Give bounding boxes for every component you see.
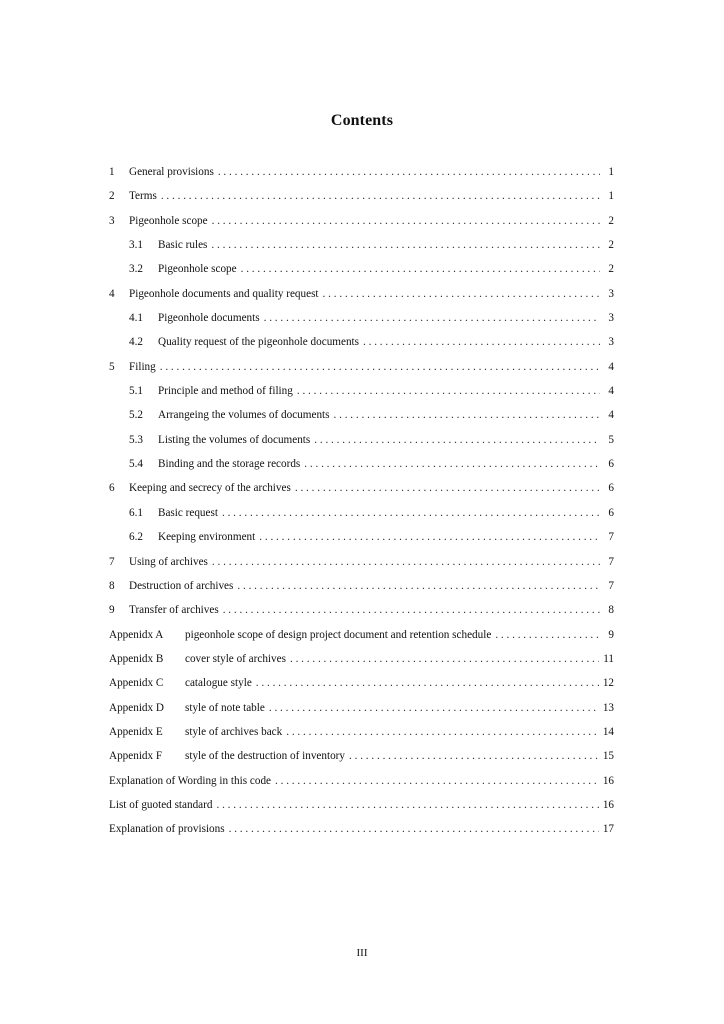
toc-subentry[interactable] (109, 501, 614, 525)
page-title: Contents (330, 112, 394, 129)
toc-leader-dots (216, 793, 598, 817)
toc-entry-number: 8 (109, 579, 115, 592)
toc-entry-page: 6 (608, 458, 614, 471)
toc-leader-dots (269, 696, 599, 720)
toc-entry-page: 4 (608, 385, 614, 398)
toc-entry-label: Listing the volumes of documents (158, 433, 311, 446)
toc-leader-dots (334, 403, 601, 427)
toc-entry-label: Pigeonhole scope (129, 214, 208, 227)
toc-subentry[interactable] (109, 428, 614, 452)
toc-leader-dots (211, 233, 600, 257)
toc-leader-dots (218, 160, 600, 184)
page-number-footer: III (356, 947, 368, 959)
toc-leader-dots (314, 428, 600, 452)
toc-entry[interactable] (109, 160, 614, 184)
toc-entry-page: 3 (608, 336, 614, 349)
toc-entry-number: 3.2 (129, 263, 143, 276)
toc-entry[interactable] (109, 476, 614, 500)
toc-leader-dots (241, 257, 600, 281)
toc-entry-page: 1 (608, 190, 614, 203)
toc-entry-number: 4.1 (129, 312, 143, 325)
toc-entry-label: Transfer of archives (129, 604, 219, 617)
toc-entry-page: 15 (602, 750, 614, 763)
toc-entry-number: 5.4 (129, 458, 143, 471)
toc-entry-page: 13 (602, 701, 614, 714)
toc-entry-label: Binding and the storage records (158, 458, 301, 471)
toc-entry-label: Basic request (158, 506, 218, 519)
toc-leader-dots (256, 671, 599, 695)
toc-entry-page: 2 (608, 263, 614, 276)
toc-entry-label: Explanation of provisions (109, 823, 225, 836)
toc-entry-label: Filing (129, 360, 156, 373)
toc-entry-page: 7 (608, 579, 614, 592)
toc-appendix-number: Appenidx B (109, 652, 164, 665)
toc-leader-dots (349, 744, 599, 768)
toc-entry-page: 16 (602, 798, 614, 811)
toc-entry-number: 3 (109, 214, 115, 227)
toc-entry-page: 14 (602, 725, 614, 738)
toc-entry-number: 9 (109, 604, 115, 617)
toc-leader-dots (229, 817, 599, 841)
toc-subentry[interactable] (109, 525, 614, 549)
toc-leader-dots (304, 452, 600, 476)
toc-entry-number: 4 (109, 287, 115, 300)
toc-subentry[interactable] (109, 330, 614, 354)
toc-entry[interactable] (109, 184, 614, 208)
toc-appendix-number: Appenidx C (109, 677, 164, 690)
toc-entry-label: Keeping and secrecy of the archives (129, 482, 291, 495)
toc-appendix-number: Appenidx A (109, 628, 164, 641)
toc-entry-number: 5.1 (129, 385, 143, 398)
toc-subentry[interactable] (109, 306, 614, 330)
toc-entry-label: Explanation of Wording in this code (109, 774, 272, 787)
toc-entry[interactable] (109, 209, 614, 233)
toc-leader-dots (363, 330, 600, 354)
toc-leader-dots (264, 306, 600, 330)
toc-entry[interactable] (109, 550, 614, 574)
toc-appendix-entry[interactable] (109, 623, 614, 647)
toc-appendix-entry[interactable] (109, 720, 614, 744)
toc-entry[interactable] (109, 282, 614, 306)
toc-leader-dots (290, 647, 599, 671)
toc-appendix-entry[interactable] (109, 671, 614, 695)
toc-entry[interactable] (109, 769, 614, 793)
toc-entry-page: 11 (603, 652, 614, 665)
toc-leader-dots (259, 525, 600, 549)
toc-appendix-entry[interactable] (109, 696, 614, 720)
toc-entry-number: 1 (109, 166, 115, 178)
toc-subentry[interactable] (109, 233, 614, 257)
toc-entry[interactable] (109, 817, 614, 841)
toc-leader-dots (223, 598, 600, 622)
toc-entry-page: 5 (608, 433, 614, 446)
toc-entry[interactable] (109, 355, 614, 379)
toc-entry-label: cover style of archives (185, 652, 286, 665)
toc-entry-label: Using of archives (129, 555, 208, 568)
toc-leader-dots (212, 550, 600, 574)
toc-entry-label: catalogue style (185, 677, 252, 690)
toc-entry-page: 3 (608, 312, 614, 325)
toc-entry-page: 4 (608, 409, 614, 422)
toc-appendix-number: Appenidx E (109, 725, 163, 738)
toc-leader-dots (297, 379, 600, 403)
toc-leader-dots (495, 623, 600, 647)
toc-entry-number: 3.1 (129, 239, 143, 252)
toc-entry-label: Terms (129, 190, 157, 203)
toc-appendix-number: Appenidx D (109, 701, 164, 714)
toc-entry-label: Principle and method of filing (158, 385, 293, 398)
toc-entry-page: 8 (608, 604, 614, 617)
toc-leader-dots (323, 282, 600, 306)
toc-subentry[interactable] (109, 257, 614, 281)
toc-leader-dots (275, 769, 599, 793)
toc-entry-label: Arrangeing the volumes of documents (158, 409, 330, 422)
toc-leader-dots (237, 574, 600, 598)
toc-entry[interactable] (109, 598, 614, 622)
toc-entry-number: 6.2 (129, 531, 143, 544)
toc-leader-dots (161, 184, 600, 208)
toc-appendix-entry[interactable] (109, 744, 614, 768)
toc-entry-label: pigeonhole scope of design project document and retention schedule (185, 628, 492, 641)
table-of-contents (109, 160, 614, 842)
toc-entry-page: 4 (608, 360, 614, 373)
toc-subentry[interactable] (109, 379, 614, 403)
toc-entry-page: 3 (608, 287, 614, 300)
toc-entry-label: style of archives back (185, 725, 283, 738)
toc-entry-label: List of guoted standard (109, 798, 213, 811)
toc-entry-label: Pigeonhole documents and quality request (129, 287, 319, 300)
toc-entry-label: General provisions (129, 166, 214, 178)
toc-leader-dots (222, 501, 600, 525)
toc-leader-dots (160, 355, 600, 379)
toc-entry-page: 7 (608, 531, 614, 544)
toc-entry[interactable] (109, 574, 614, 598)
toc-subentry[interactable] (109, 452, 614, 476)
toc-entry-number: 5 (109, 360, 115, 373)
toc-entry-page: 16 (602, 774, 614, 787)
toc-leader-dots (286, 720, 599, 744)
toc-appendix-entry[interactable] (109, 647, 614, 671)
toc-entry[interactable] (109, 793, 614, 817)
toc-entry-page: 2 (608, 214, 614, 227)
toc-entry-page: 2 (608, 239, 614, 252)
toc-entry-label: style of note table (185, 701, 265, 714)
toc-leader-dots (295, 476, 600, 500)
toc-entry-label: Quality request of the pigeonhole documents (158, 336, 360, 349)
toc-entry-page: 12 (602, 677, 614, 690)
toc-appendix-number: Appenidx F (109, 750, 163, 763)
toc-entry-page: 1 (608, 166, 614, 178)
toc-entry-label: style of the destruction of inventory (185, 750, 346, 763)
toc-entry-page: 9 (608, 628, 614, 641)
toc-entry-label: Pigeonhole documents (158, 312, 260, 325)
toc-entry-number: 2 (109, 190, 115, 203)
toc-entry-number: 7 (109, 555, 115, 568)
toc-leader-dots (212, 209, 600, 233)
toc-entry-label: Pigeonhole scope (158, 263, 237, 276)
toc-subentry[interactable] (109, 403, 614, 427)
toc-entry-number: 6 (109, 482, 115, 495)
toc-entry-page: 6 (608, 506, 614, 519)
toc-entry-page: 7 (608, 555, 614, 568)
toc-entry-number: 5.2 (129, 409, 143, 422)
toc-entry-number: 4.2 (129, 336, 143, 349)
toc-entry-page: 6 (608, 482, 614, 495)
toc-entry-label: Basic rules (158, 239, 208, 252)
toc-entry-label: Destruction of archives (129, 579, 234, 592)
toc-entry-label: Keeping environment (158, 531, 256, 544)
toc-entry-number: 6.1 (129, 506, 143, 519)
toc-entry-number: 5.3 (129, 433, 143, 446)
toc-entry-page: 17 (602, 823, 614, 836)
